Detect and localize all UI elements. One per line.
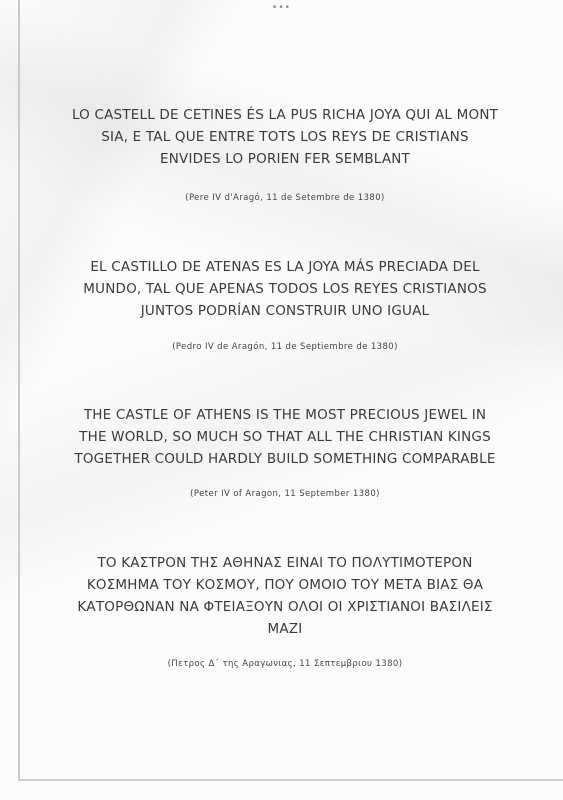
- citation-spanish: (Pedro IV de Aragón, 11 de Septiembre de 1380): [172, 342, 398, 352]
- quote-line: ΜΑΖΙ: [267, 621, 303, 637]
- citation-greek: (Πετρος Δ΄ της Αραγωνιας, 11 Σεπτεμβριου 1380): [167, 659, 403, 669]
- quote-line: MUNDO, TAL QUE APENAS TODOS LOS REYES CRISTIANOS: [83, 281, 487, 297]
- citation-catalan: (Pere IV d'Aragó, 11 de Setembre de 1380): [185, 193, 385, 203]
- header-dots: •••: [272, 3, 291, 13]
- quote-english: [30, 404, 540, 470]
- quote-line: LO CASTELL DE CETINES ÉS LA PUS RICHA JOYA QUI AL MONT: [71, 107, 499, 123]
- quote-greek: [30, 552, 540, 640]
- quote-spanish: [30, 256, 540, 322]
- quote-line: ΚΑΤΟΡΘΩΝΑΝ ΝΑ ΦΤΕΙΑΞΟΥΝ ΟΛΟΙ ΟΙ ΧΡΙΣΤΙΑΝΟΙ ΒΑΣΙΛΕΙΣ: [77, 599, 493, 615]
- quote-line: EL CASTILLO DE ATENAS ES LA JOYA MÁS PRECIADA DEL: [90, 259, 480, 275]
- quote-line: ENVIDES LO PORIEN FER SEMBLANT: [159, 151, 411, 167]
- quote-line: ΤΟ ΚΑΣΤΡΟΝ ΤΗΣ ΑΘΗΝΑΣ ΕΙΝΑΙ ΤΟ ΠΟΛΥΤΙΜΟΤΕΡΟΝ: [97, 555, 473, 571]
- page-left-edge: [18, 0, 20, 780]
- quote-line: SIA, E TAL QUE ENTRE TOTS LOS REYS DE CRISTIANS: [101, 129, 469, 145]
- quote-line: JUNTOS PODRÍAN CONSTRUIR UNO IGUAL: [140, 303, 430, 319]
- quote-line: THE CASTLE OF ATHENS IS THE MOST PRECIOUS JEWEL IN: [83, 407, 487, 423]
- citation-english: (Peter IV of Aragon, 11 September 1380): [190, 489, 380, 499]
- quote-line: ΚΟΣΜΗΜΑ ΤΟΥ ΚΟΣΜΟΥ, ΠΟΥ ΟΜΟΙΟ ΤΟΥ ΜΕΤΑ ΒΙΑΣ ΘΑ: [86, 577, 484, 593]
- quote-catalan: [30, 104, 540, 170]
- quote-line: TOGETHER COULD HARDLY BUILD SOMETHING COMPARABLE: [74, 451, 496, 467]
- page-bottom-edge: [18, 779, 563, 781]
- quote-line: THE WORLD, SO MUCH SO THAT ALL THE CHRISTIAN KINGS: [79, 429, 491, 445]
